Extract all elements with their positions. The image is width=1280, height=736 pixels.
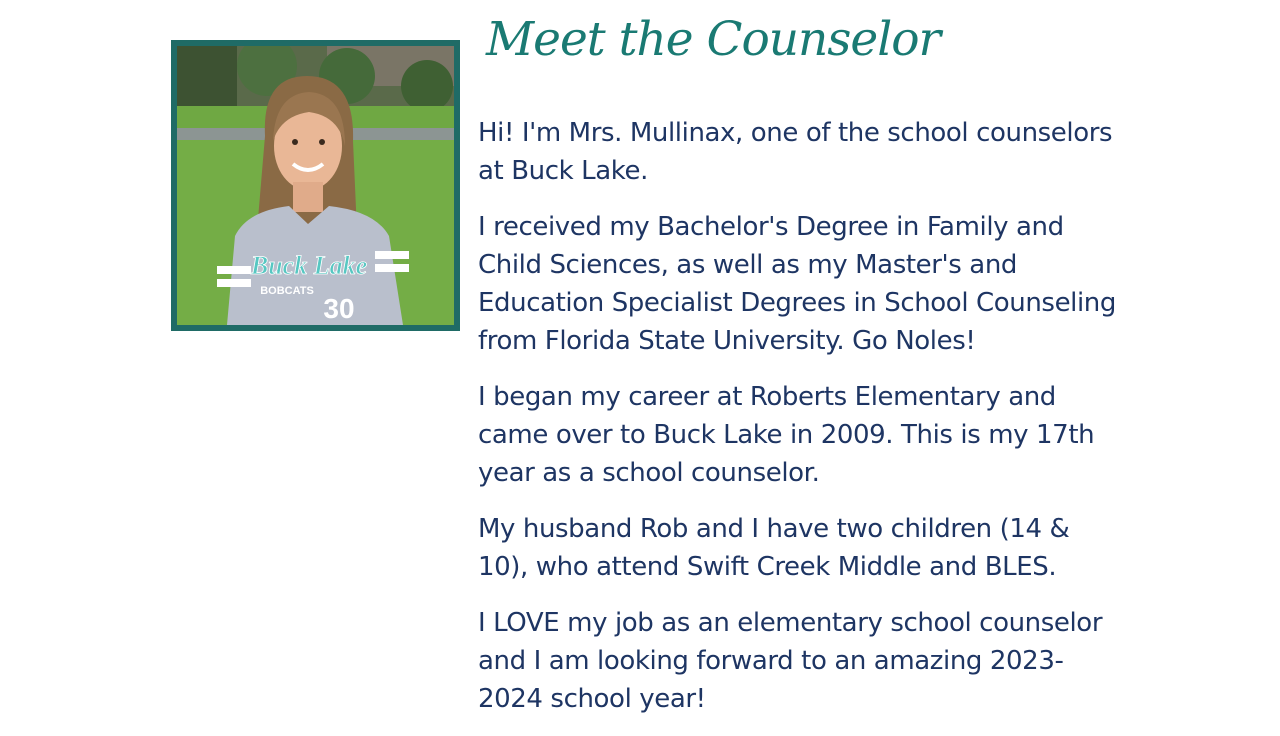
page-title: Meet the Counselor	[486, 12, 941, 67]
shirt-subtext: BOBCATS	[260, 285, 314, 297]
counselor-photo	[177, 46, 454, 325]
bio-paragraph: Hi! I'm Mrs. Mullinax, one of the school counselors at Buck Lake.	[478, 118, 1113, 186]
bio-paragraph: My husband Rob and I have two children (14 & 10), who attend Swift Creek Middle and BLES.	[478, 514, 1070, 582]
bio-paragraph: I received my Bachelor's Degree in Family and Child Sciences, as well as my Master's and Education Specialist Degrees in School Counseling from Florida State University. Go Noles!	[478, 212, 1116, 356]
bio-paragraph: I LOVE my job as an elementary school counselor and I am looking forward to an amazing 2023-2024 school year!	[478, 608, 1103, 714]
counselor-bio	[478, 114, 1118, 736]
shirt-number: 30	[323, 293, 355, 324]
bio-paragraph: I began my career at Roberts Elementary and came over to Buck Lake in 2009. This is my 17th year as a school counselor.	[478, 382, 1095, 488]
counselor-photo-frame	[171, 40, 460, 331]
shirt-text: Buck Lake	[250, 251, 368, 280]
